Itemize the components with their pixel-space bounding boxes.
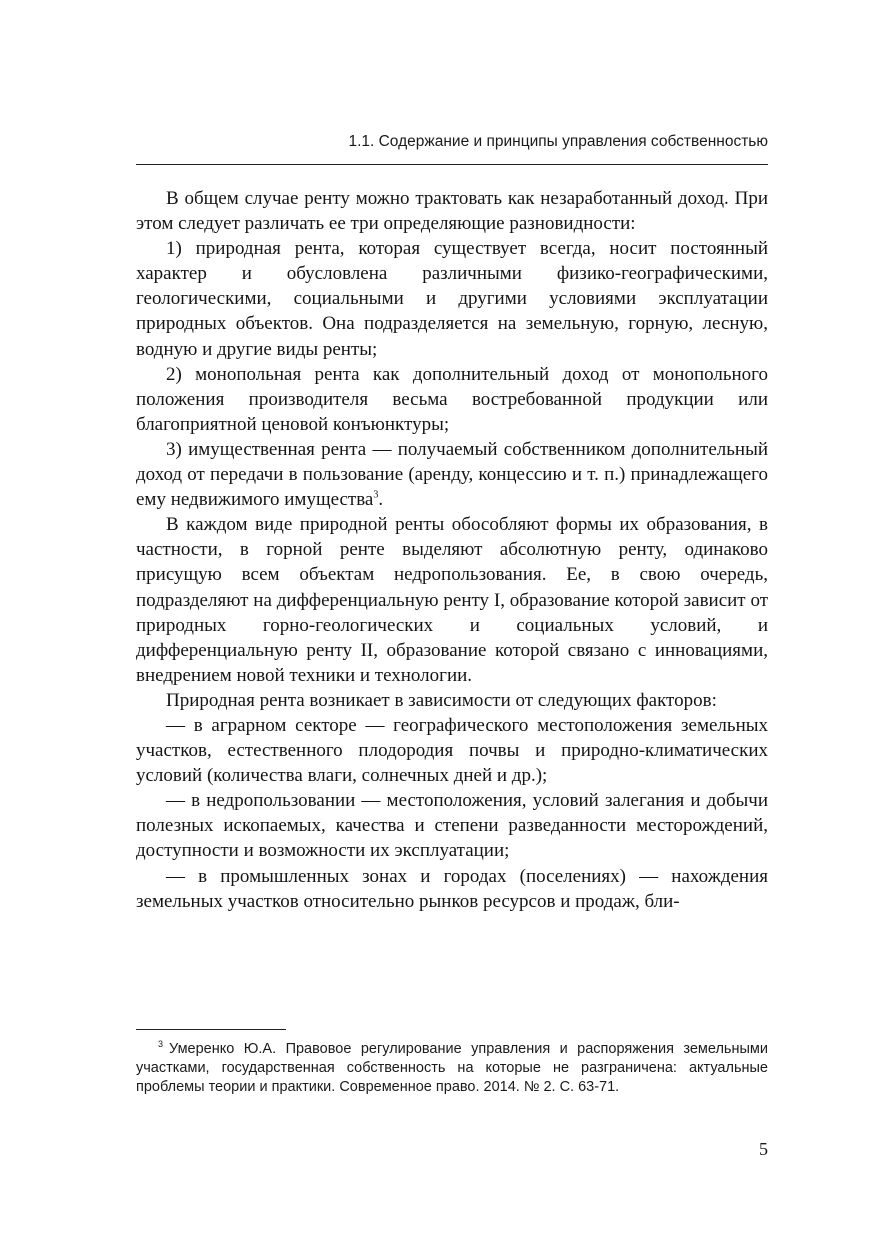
paragraph: Природная рента возникает в зависимости от следующих факторов: xyxy=(166,689,717,711)
footnote xyxy=(136,1040,768,1097)
page-number: 5 xyxy=(759,1139,768,1159)
footnote-marker: 3 xyxy=(158,1039,164,1050)
paragraph: — в недропользовании — местоположения, условий залегания и добычи полезных ископаемых, качества и степени разведанности месторождений, доступности и возможности их эксплуатации; xyxy=(136,790,768,862)
body-text xyxy=(136,186,768,914)
footnote-reference: 3 xyxy=(373,489,379,501)
paragraph: В каждом виде природной ренты обособляют формы их образования, в частности, в горной ренте выделяют абсолютную ренту, одинаково присущую всем объектам недропользования. Ее, в свою очередь, подразделяют на дифференциальную ренту I, образование которой зависит от природных горно-геологических и социальных условий, и дифференциальную ренту II, образование которой связано с инновациями, внедрением новой техники и технологии. xyxy=(136,514,768,686)
paragraph-with-footnote-ref xyxy=(136,437,768,512)
running-header: 1.1. Содержание и принципы управления собственностью xyxy=(348,133,768,150)
footnote-rule xyxy=(136,1029,286,1030)
header-rule xyxy=(136,164,768,165)
paragraph: — в аграрном секторе — географического местоположения земельных участков, естественного плодородия почвы и природно-климатических условий (количества влаги, солнечных дней и др.); xyxy=(136,714,768,787)
footnote-text: Умеренко Ю.А. Правовое регулирование управления и распоряжения земельными участками, государственная собственность на которые не разграничена: актуальные проблемы теории и практики. Современное право. 2014. № 2. С. 63-71. xyxy=(136,1041,768,1095)
paragraph: 2) монопольная рента как дополнительный доход от монопольного положения производителя весьма востребованной продукции или благоприятной ценовой конъюнктуры; xyxy=(136,363,768,435)
paragraph-end-punct: . xyxy=(378,489,384,511)
paragraph: — в промышленных зонах и городах (поселениях) — нахождения земельных участков относительно рынков ресурсов и продаж, бли- xyxy=(136,865,768,912)
paragraph: 1) природная рента, которая существует всегда, носит постоянный характер и обусловлена различными физико-географическими, геологическими, социальными и другими условиями эксплуатации природных объектов. Она подразделяется на земельную, горную, лесную, водную и другие виды ренты; xyxy=(136,238,768,360)
paragraph: В общем случае ренту можно трактовать как незаработанный доход. При этом следует различать ее три определяющие разновидности: xyxy=(136,188,768,235)
paragraph-text: 3) имущественная рента — получаемый собственником дополнительный доход от передачи в пользование (аренду, концессию и т. п.) принадлежащего ему недвижимого имущества xyxy=(136,438,768,511)
